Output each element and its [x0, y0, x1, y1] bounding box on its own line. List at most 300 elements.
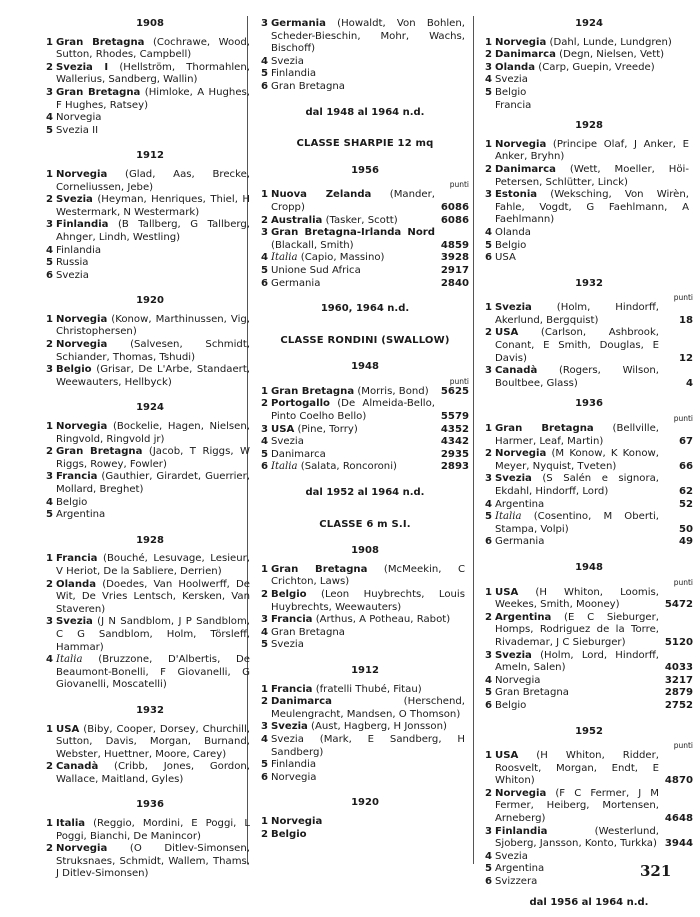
crew-list: (Aust, Hagberg, H Jonsson) — [307, 721, 447, 733]
nation-name: Svezia — [56, 269, 89, 281]
nation-name: Svezia I — [56, 61, 109, 73]
result-text — [271, 18, 469, 56]
spacer — [261, 537, 469, 545]
points-value: 6086 — [440, 201, 469, 213]
rank: 1 — [261, 189, 269, 201]
result-row — [261, 424, 469, 437]
result-text — [271, 386, 439, 399]
result-row — [261, 639, 469, 652]
result-row — [485, 536, 693, 549]
nation-name: Norvegia — [495, 36, 547, 48]
nation-name: Gran Bretagna — [271, 385, 355, 397]
result-row — [261, 627, 469, 640]
crew-list: (Doedes, Van Hoolwerff, De Wit, De Vries Lentsch, Kersken, Van Staveren) — [56, 578, 250, 615]
nation-name: Norvegia — [56, 313, 108, 325]
result-text — [56, 169, 254, 194]
crew-list: (Konow, Marthinussen, Vig, Christophersen) — [56, 313, 250, 338]
result-row — [485, 826, 693, 851]
crew-list: (Gauthier, Girardet, Guerrier, Mollard, Breghet) — [56, 471, 250, 495]
result-row — [485, 687, 693, 700]
nation-name: Italia — [271, 461, 298, 473]
result-row — [261, 189, 469, 214]
nation-name: Norvegia — [56, 168, 108, 180]
result-text — [271, 564, 469, 589]
result-row — [261, 734, 469, 759]
result-text — [56, 509, 254, 522]
crew-list: (Leon Huybrechts, Louis Huybrechts, Weewauters) — [271, 589, 465, 613]
result-row — [485, 302, 693, 327]
crew-list: (O Ditlev-Simonsen, Struksnaes, Schmidt, Wallem, Thams, J Ditlev-Simonsen) — [56, 843, 250, 880]
result-row — [261, 215, 469, 228]
rank: 6 — [46, 269, 54, 281]
crew-list: (Wett, Moeller, Höi-Petersen, Schlütter, Linck) — [495, 163, 689, 188]
nation-name: Finlandia — [271, 759, 317, 771]
result-text — [56, 62, 254, 87]
result-row — [46, 654, 254, 692]
rank: 4 — [261, 55, 269, 67]
result-row — [485, 100, 693, 113]
rank: 5 — [485, 863, 493, 875]
result-row — [46, 471, 254, 496]
result-row — [46, 270, 254, 283]
crew-list: (Arthus, A Potheau, Rabot) — [312, 614, 451, 626]
spacer — [46, 786, 254, 799]
nation-name: Germania — [271, 277, 321, 289]
rank: 4 — [485, 498, 493, 510]
nation-name: Belgio — [56, 496, 88, 508]
rank: 1 — [261, 815, 269, 827]
rank: 2 — [485, 327, 493, 339]
result-text — [271, 252, 439, 265]
year-heading: 1936 — [575, 398, 603, 410]
nation-name: Danimarca — [495, 163, 556, 175]
result-row — [46, 509, 254, 522]
result-text — [271, 829, 469, 842]
rank: 4 — [485, 74, 493, 86]
result-row — [485, 499, 693, 512]
crew-list: (Blackall, Smith) — [271, 239, 354, 251]
rank: 2 — [46, 194, 54, 206]
result-row — [485, 139, 693, 164]
rank: 1 — [261, 385, 269, 397]
rank: 6 — [485, 876, 493, 888]
result-text — [56, 87, 254, 112]
result-text — [495, 227, 693, 240]
result-text — [56, 364, 254, 389]
crew-list: (Jacob, T Riggs, W Riggs, Rowey, Fowler) — [56, 446, 250, 470]
nation-name: Germania — [495, 536, 545, 548]
result-row — [485, 240, 693, 253]
rank: 1 — [46, 723, 54, 735]
crew-list: (F C Fermer, J M Fermer, Heiberg, Mortensen, Arneberg) — [495, 787, 659, 825]
rank: 4 — [46, 654, 54, 666]
rank: 6 — [261, 771, 269, 783]
result-row — [485, 511, 693, 536]
crew-list: (Salvesen, Schmidt, Schiander, Thomas, Tshudi) — [56, 339, 250, 363]
result-text — [271, 189, 439, 214]
rank: 1 — [485, 750, 493, 762]
nation-name: Olanda — [495, 226, 531, 238]
result-text — [56, 553, 254, 578]
result-text — [271, 684, 469, 697]
crew-list: (Biby, Cooper, Dorsey, Churchill, Sutton, Davis, Morgan, Burnand, Webster, Huettner, Moore, Carey) — [56, 723, 250, 760]
points-value: 4033 — [664, 662, 693, 674]
rank: 2 — [261, 398, 269, 410]
result-text — [271, 424, 439, 437]
not-held-note: dal 1952 al 1964 n.d. — [305, 487, 425, 499]
crew-list: (Bruzzone, D'Albertis, De Beaumont-Bonelli, F Giovanelli, G Giovanelli, Moscatelli) — [56, 654, 250, 691]
nation-name: Australia — [271, 214, 323, 226]
crew-list: (Cosentino, M Oberti, Stampa, Volpi) — [495, 511, 659, 535]
spacer — [261, 784, 469, 797]
nation-name: Portogallo — [271, 398, 330, 410]
result-row — [46, 37, 254, 62]
spacer — [485, 889, 693, 897]
nation-name: Svezia — [56, 616, 93, 628]
nation-name: Svezia — [271, 639, 304, 651]
column-divider-2 — [473, 16, 474, 864]
result-row — [261, 829, 469, 842]
result-row — [46, 553, 254, 578]
result-row — [485, 49, 693, 62]
result-row — [485, 750, 693, 788]
rank: 3 — [261, 423, 269, 435]
result-text — [495, 473, 663, 498]
crew-list: (B Tallberg, G Tallberg, Ahnger, Lindh, Westling) — [56, 219, 250, 243]
crew-list: (Bockelie, Hagen, Nielsen, Ringvold, Ringvold jr) — [56, 421, 250, 445]
rank: 1 — [46, 313, 54, 325]
nation-name: Francia — [56, 553, 98, 565]
nation-name: Danimarca — [271, 696, 332, 708]
result-row — [261, 56, 469, 69]
points-value: 5120 — [664, 636, 693, 648]
crew-list: (M Konow, K Konow, Meyer, Nyquist, Tveten) — [495, 448, 659, 472]
nation-name: USA — [495, 586, 519, 598]
rank: 1 — [261, 563, 269, 575]
column-1 — [46, 18, 254, 881]
result-row — [46, 169, 254, 194]
result-text — [271, 68, 469, 81]
nation-name: Gran Bretagna — [271, 80, 345, 92]
rank: 1 — [485, 586, 493, 598]
result-text — [56, 112, 254, 125]
rank: 4 — [261, 733, 269, 745]
points-value: 4 — [685, 377, 693, 389]
crew-list: (Himloke, A Hughes, F Hughes, Ratsey) — [56, 86, 250, 111]
result-row — [485, 423, 693, 448]
result-row — [485, 37, 693, 50]
rank: 3 — [485, 473, 493, 485]
spacer — [485, 265, 693, 278]
class-title: CLASSE RONDINI (SWALLOW) — [280, 334, 450, 346]
result-text — [56, 314, 254, 339]
nation-name: Argentina — [495, 863, 545, 875]
result-text — [56, 724, 254, 762]
nation-name: Norvegia — [56, 339, 108, 351]
rank: 5 — [485, 511, 493, 523]
points-label: punti — [673, 293, 693, 303]
crew-list: (Dahl, Lunde, Lundgren) — [546, 36, 672, 48]
year-heading: 1908 — [136, 18, 164, 29]
result-text — [271, 449, 439, 462]
points-value: 4352 — [440, 423, 469, 435]
points-label: punti — [673, 577, 693, 587]
result-text — [271, 639, 469, 652]
nation-name: Italia — [271, 252, 298, 264]
rank: 4 — [261, 252, 269, 264]
nation-name: Norvegia — [495, 448, 547, 460]
result-text — [56, 843, 254, 881]
points-value: 2893 — [440, 461, 469, 473]
result-text — [495, 826, 663, 851]
points-value: 67 — [678, 435, 693, 447]
nation-name: Svezia (Mark, E Sandberg, H Sandberg) — [271, 733, 465, 758]
nation-name: Danimarca — [271, 448, 326, 460]
nation-name: Olanda — [56, 578, 97, 590]
result-text — [271, 721, 469, 734]
column-3 — [485, 18, 693, 915]
year-heading: 1912 — [351, 664, 379, 676]
result-text — [271, 696, 469, 721]
result-row — [46, 62, 254, 87]
nation-name: Svezia — [495, 302, 532, 314]
nation-name: Norvegia — [495, 138, 547, 150]
result-row — [46, 219, 254, 244]
spacer — [46, 692, 254, 705]
rank: 4 — [46, 244, 54, 256]
nation-name: Gran Bretagna — [271, 563, 368, 575]
result-row — [46, 843, 254, 881]
year-heading: 1928 — [136, 534, 164, 546]
nation-name: Gran Bretagna — [271, 626, 345, 638]
spacer — [261, 353, 469, 361]
nation-name: Nuova Zelanda — [271, 189, 372, 201]
rank: 2 — [46, 843, 54, 855]
nation-name: Italia — [56, 654, 83, 666]
crew-list: (Capio, Massino) — [297, 252, 385, 264]
result-row — [261, 81, 469, 94]
result-row — [261, 564, 469, 589]
rank: 2 — [261, 214, 269, 226]
rank: 1 — [485, 302, 493, 314]
nation-name: Olanda — [495, 61, 536, 73]
rank: 2 — [485, 49, 493, 61]
result-row — [46, 257, 254, 270]
spacer — [261, 652, 469, 665]
result-text — [271, 772, 469, 785]
result-row — [485, 365, 693, 390]
result-row — [46, 497, 254, 510]
spacer — [261, 157, 469, 165]
result-row — [485, 164, 693, 189]
result-text — [56, 245, 254, 258]
spacer — [485, 713, 693, 726]
points-label: punti — [449, 376, 469, 386]
rank: 6 — [485, 699, 493, 711]
rank: 1 — [46, 36, 54, 48]
result-text — [495, 74, 693, 87]
result-text — [271, 56, 469, 69]
spacer — [261, 474, 469, 487]
nation-name: Italia — [56, 818, 86, 830]
rank: 3 — [261, 614, 269, 626]
rank: 2 — [261, 828, 269, 840]
result-text — [271, 81, 469, 94]
rank: 3 — [485, 189, 493, 201]
result-row — [46, 194, 254, 219]
result-text — [271, 265, 439, 278]
points-value: 52 — [678, 498, 693, 510]
nation-name: USA — [495, 252, 516, 264]
year-heading: 1956 — [351, 164, 379, 176]
result-row — [485, 473, 693, 498]
result-text — [271, 627, 469, 640]
result-text — [495, 687, 663, 700]
result-text — [495, 587, 663, 612]
result-text — [56, 616, 254, 654]
rank: 3 — [485, 649, 493, 661]
nation-name: Svezia — [271, 55, 304, 67]
points-value: 4859 — [440, 239, 469, 251]
result-row — [46, 818, 254, 843]
result-text — [56, 421, 254, 446]
result-text — [495, 164, 693, 189]
result-row — [485, 612, 693, 650]
result-row — [485, 650, 693, 675]
crew-list: (Degn, Nielsen, Vett) — [555, 49, 665, 61]
result-text — [495, 100, 693, 113]
spacer — [261, 290, 469, 303]
rank: 1 — [485, 36, 493, 48]
nation-name: Svezia — [271, 721, 308, 733]
nation-name: Finlandia — [56, 244, 102, 256]
nation-name: Belgio — [495, 239, 527, 251]
points-value: 18 — [678, 314, 693, 326]
result-row — [261, 721, 469, 734]
result-row — [261, 684, 469, 697]
crew-list: (Pine, Torry) — [294, 423, 358, 435]
nation-name: Argentina — [495, 498, 545, 510]
year-heading: 1952 — [575, 725, 603, 737]
result-text — [271, 398, 439, 423]
result-text — [56, 37, 254, 62]
result-text — [56, 125, 254, 138]
rank: 6 — [261, 461, 269, 473]
points-value: 62 — [678, 486, 693, 497]
rank: 2 — [485, 611, 493, 623]
crew-list: (S Salén e signora, Ekdahl, Hindorff, Lord) — [495, 473, 659, 497]
rank: 3 — [46, 616, 54, 628]
nation-name: Germania — [271, 18, 326, 29]
crew-list: (E C Sieburger, Homps, Rodriguez de la Torre, Rivademar, J C Sieburger) — [495, 611, 659, 648]
nation-name: Belgio — [271, 828, 307, 840]
rank: 1 — [46, 553, 54, 565]
result-text — [495, 700, 663, 713]
rank: 4 — [485, 850, 493, 862]
nation-name: Svezia — [495, 649, 532, 661]
rank: 1 — [46, 168, 54, 180]
result-row — [46, 364, 254, 389]
rank: 4 — [261, 626, 269, 638]
nation-name: Russia — [56, 257, 89, 269]
points-value: 5579 — [440, 411, 469, 423]
nation-name: Francia — [495, 99, 532, 111]
crew-list: (Holm, Lord, Hindorff, Ameln, Salen) — [495, 649, 659, 674]
nation-name: Finlandia — [495, 825, 548, 837]
result-row — [485, 327, 693, 365]
rank: 4 — [261, 436, 269, 448]
rank: 2 — [261, 589, 269, 600]
result-text — [495, 612, 663, 650]
result-row — [261, 696, 469, 721]
nation-name: Francia — [56, 471, 98, 483]
result-text — [56, 270, 254, 283]
rank: 5 — [46, 124, 54, 136]
result-row — [261, 227, 469, 252]
points-label: punti — [449, 180, 469, 190]
result-text — [495, 189, 693, 227]
nation-name: Norvegia — [271, 815, 323, 827]
result-row — [261, 772, 469, 785]
nation-name: Gran Bretagna — [56, 36, 145, 48]
result-row — [485, 189, 693, 227]
points-value: 6086 — [440, 214, 469, 226]
rank: 3 — [485, 365, 493, 377]
crew-list: (De Almeida-Bello, Pinto Coelho Bello) — [271, 398, 435, 423]
year-heading: 1924 — [575, 18, 603, 29]
points-label: punti — [673, 414, 693, 424]
result-row — [261, 278, 469, 291]
result-text — [495, 499, 663, 512]
result-row — [46, 314, 254, 339]
result-text — [271, 227, 439, 252]
rank: 4 — [485, 674, 493, 686]
result-row — [46, 579, 254, 617]
nation-name: Francia — [271, 614, 313, 626]
result-row — [485, 74, 693, 87]
nation-name: Norvegia — [495, 674, 541, 686]
rank: 5 — [261, 639, 269, 651]
result-row — [46, 245, 254, 258]
result-row — [485, 587, 693, 612]
nation-name: Canadà — [495, 365, 538, 377]
spacer — [261, 322, 469, 335]
result-text — [495, 788, 663, 826]
result-row — [46, 616, 254, 654]
nation-name: Norvegia — [56, 843, 108, 855]
rank: 1 — [261, 683, 269, 695]
nation-name: Argentina — [56, 509, 106, 521]
spacer — [46, 137, 254, 150]
crew-list: (Weksching, Von Wirèn, Fahle, Vogdt, G Faehlmann, A Faehlmann) — [495, 189, 689, 226]
spacer — [485, 390, 693, 398]
result-text — [495, 448, 663, 473]
crew-list: (Cochrawe, Wood, Sutton, Rhodes, Campbell) — [56, 36, 250, 61]
points-value: 5472 — [664, 599, 693, 611]
not-held-note: dal 1948 al 1964 n.d. — [305, 106, 425, 118]
nation-name: Svezia — [56, 194, 93, 206]
result-row — [261, 386, 469, 399]
result-text — [495, 511, 663, 536]
rank: 3 — [485, 61, 493, 73]
crew-list: (Herschend, Meulengracht, Mandsen, O Thomson) — [271, 696, 465, 720]
points-value: 2917 — [440, 264, 469, 276]
nation-name: Finlandia — [56, 219, 109, 231]
crew-list: (Grisar, De L'Arbe, Standaert, Weewauters, Hellbyck) — [56, 364, 250, 388]
result-row — [46, 761, 254, 786]
spacer — [46, 282, 254, 295]
rank: 6 — [261, 80, 269, 92]
